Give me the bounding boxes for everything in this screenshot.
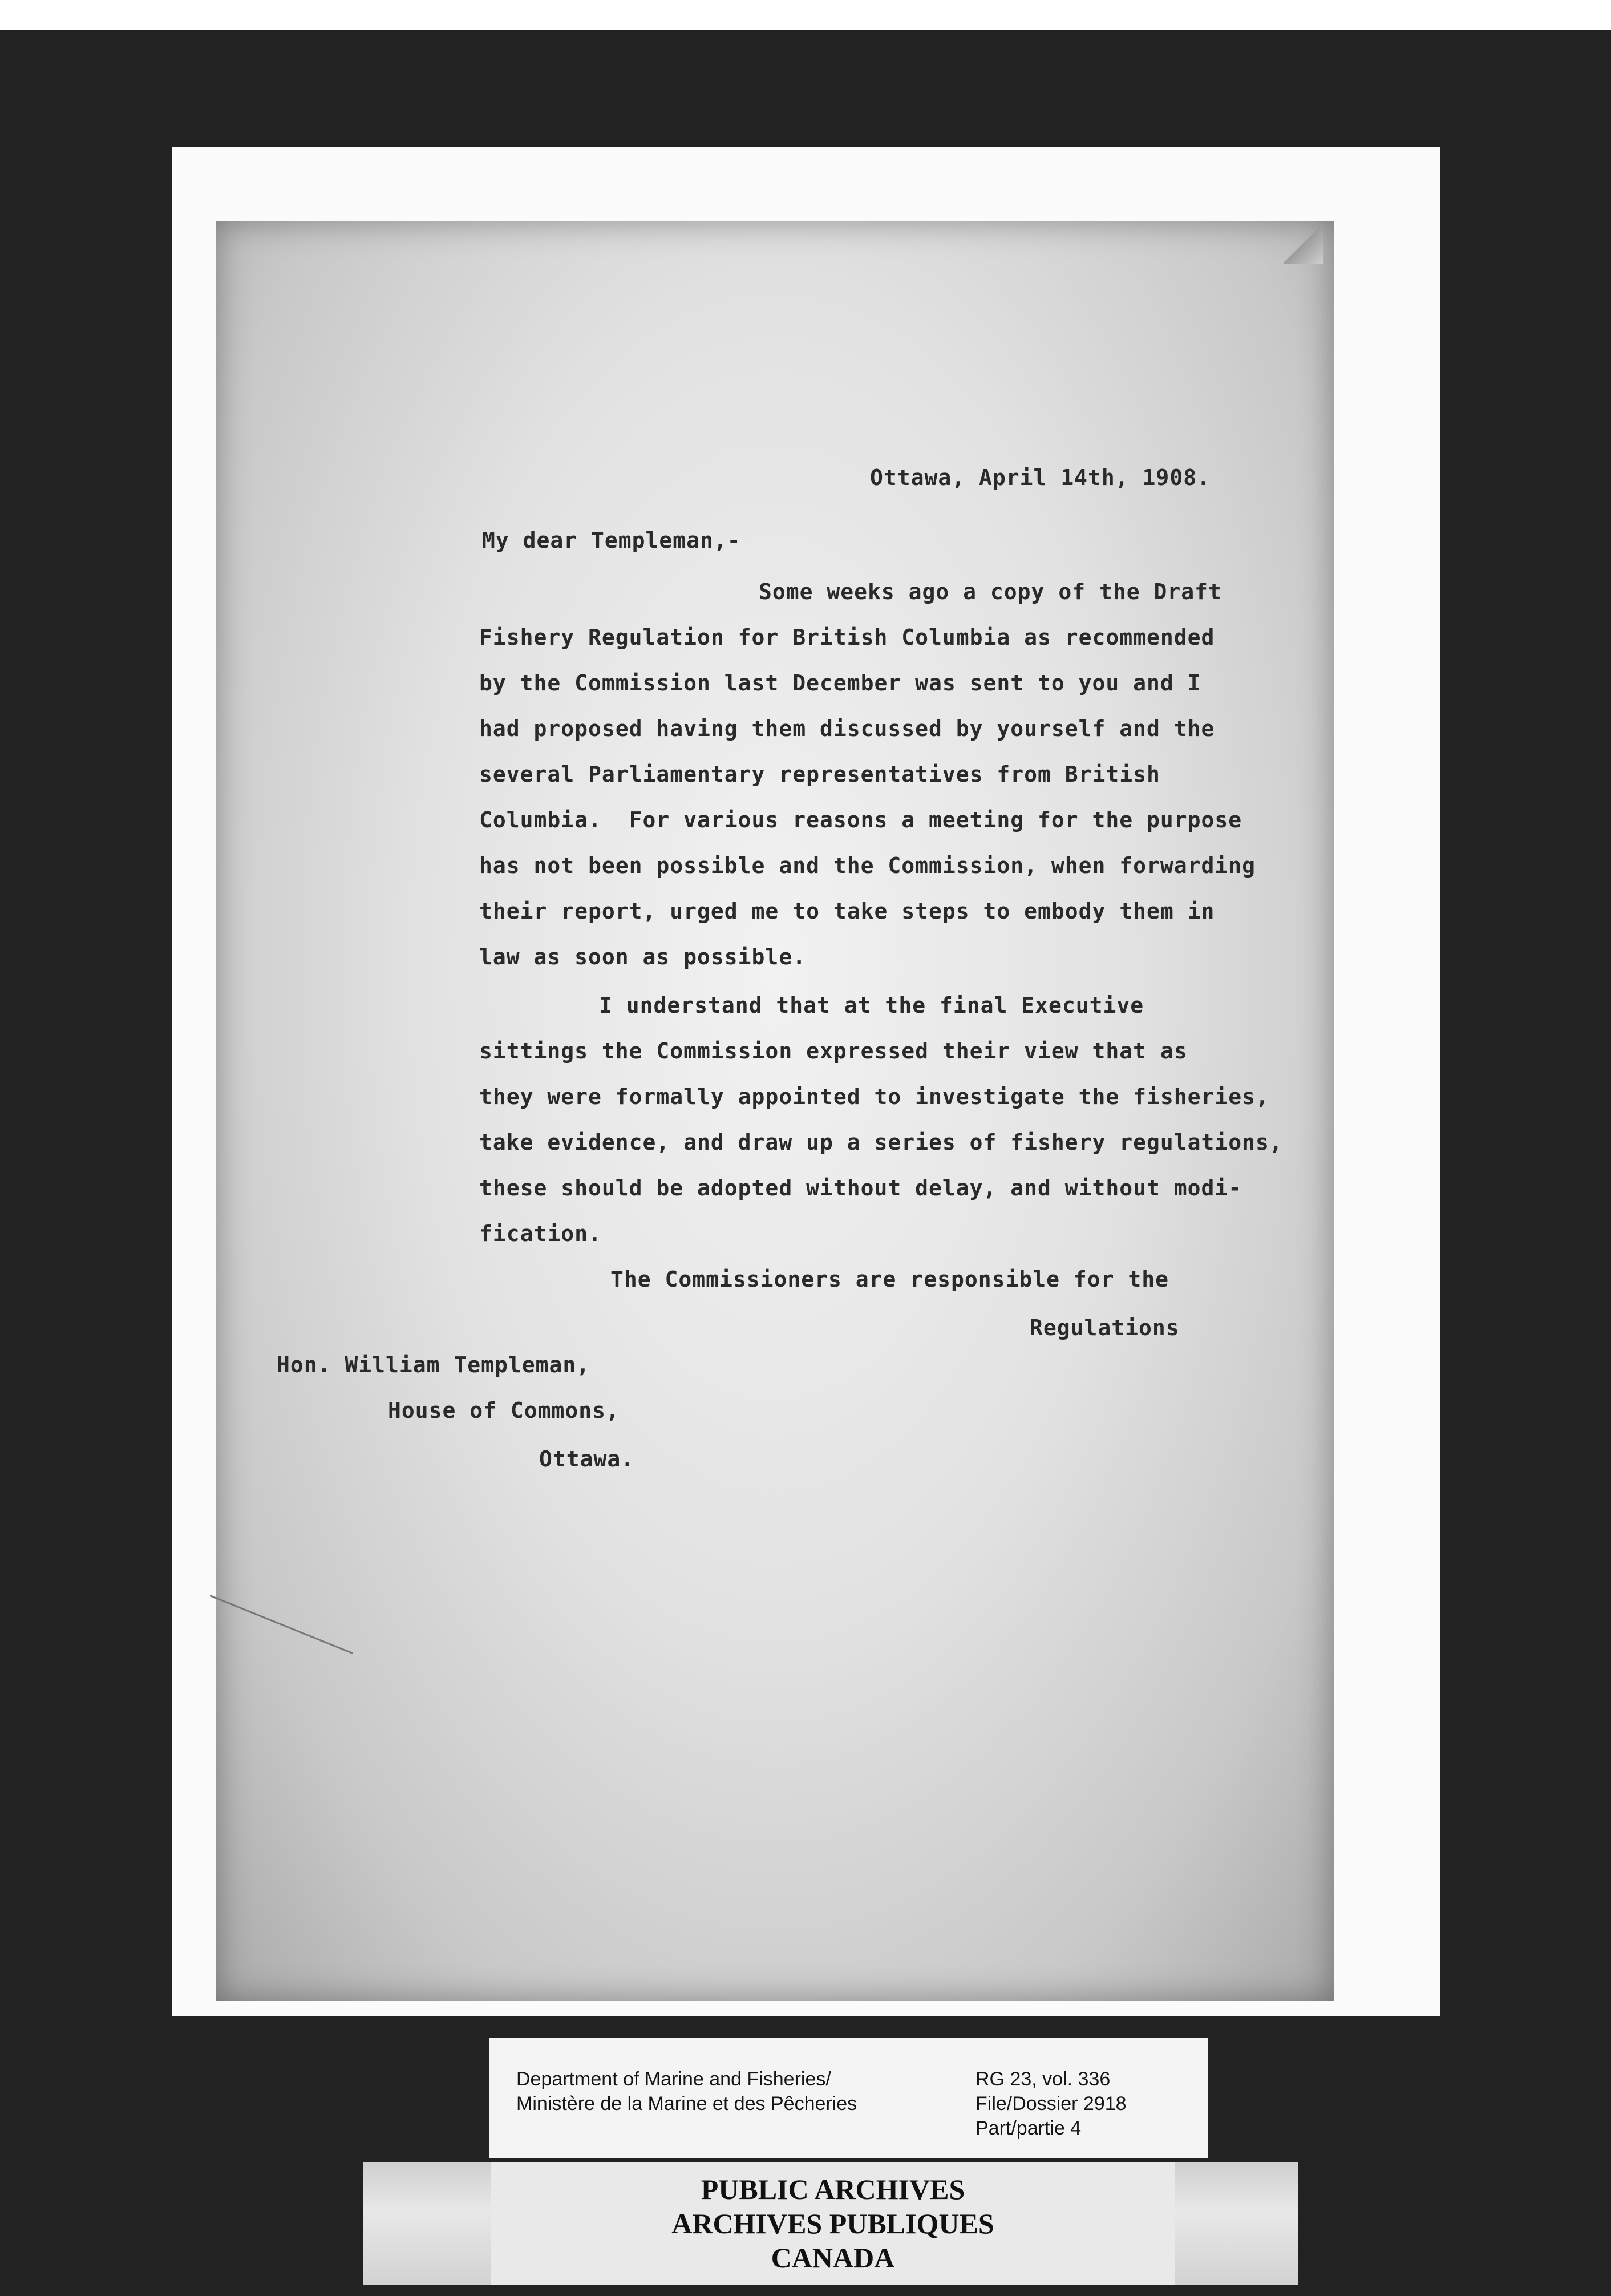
paragraph-1-line-7: has not been possible and the Commission, when forwarding <box>479 853 1256 878</box>
label-department-en: Department of Marine and Fisheries/ <box>516 2068 831 2090</box>
stamp-line-2: ARCHIVES PUBLIQUES <box>671 2208 994 2240</box>
label-department-fr: Ministère de la Marine et des Pêcheries <box>516 2093 857 2115</box>
paragraph-1-line-8: their report, urged me to take steps to embody them in <box>479 899 1215 924</box>
paragraph-1-line-1: Some weeks ago a copy of the Draft <box>759 579 1222 604</box>
paragraph-2-line-2: sittings the Commission expressed their view that as <box>479 1038 1188 1064</box>
paragraph-3-line-1: The Commissioners are responsible for the <box>610 1267 1169 1292</box>
paragraph-1-line-6: Columbia. For various reasons a meeting for the purpose <box>479 807 1242 832</box>
addressee-name: Hon. William Templeman, <box>277 1352 590 1377</box>
label-part: Part/partie 4 <box>975 2117 1082 2139</box>
addressee-city: Ottawa. <box>539 1446 635 1472</box>
paragraph-2-line-6: fication. <box>479 1221 602 1246</box>
paragraph-1-line-2: Fishery Regulation for British Columbia as recommended <box>479 625 1215 650</box>
label-file: File/Dossier 2918 <box>975 2093 1127 2115</box>
label-record-group: RG 23, vol. 336 <box>975 2068 1111 2090</box>
paragraph-2-line-5: these should be adopted without delay, and without modi- <box>479 1175 1242 1200</box>
paragraph-1-line-4: had proposed having them discussed by yourself and the <box>479 716 1215 741</box>
paragraph-1-line-9: law as soon as possible. <box>479 944 807 969</box>
date-line: Ottawa, April 14th, 1908. <box>870 465 1211 490</box>
stamp-line-3: CANADA <box>771 2242 895 2274</box>
paragraph-1-line-5: several Parliamentary representatives from British <box>479 762 1160 787</box>
paragraph-2-line-1: I understand that at the final Executive <box>599 993 1144 1018</box>
salutation: My dear Templeman,- <box>482 528 741 553</box>
paragraph-2-line-3: they were formally appointed to investigate the fisheries, <box>479 1084 1269 1109</box>
catchword: Regulations <box>1030 1315 1180 1340</box>
archive-stamp <box>491 2162 1175 2285</box>
stamp-line-1: PUBLIC ARCHIVES <box>701 2173 965 2205</box>
paragraph-2-line-4: take evidence, and draw up a series of fishery regulations, <box>479 1130 1283 1155</box>
folded-corner <box>1284 224 1323 264</box>
paragraph-1-line-3: by the Commission last December was sent to you and I <box>479 670 1201 696</box>
addressee-house: House of Commons, <box>388 1398 620 1423</box>
